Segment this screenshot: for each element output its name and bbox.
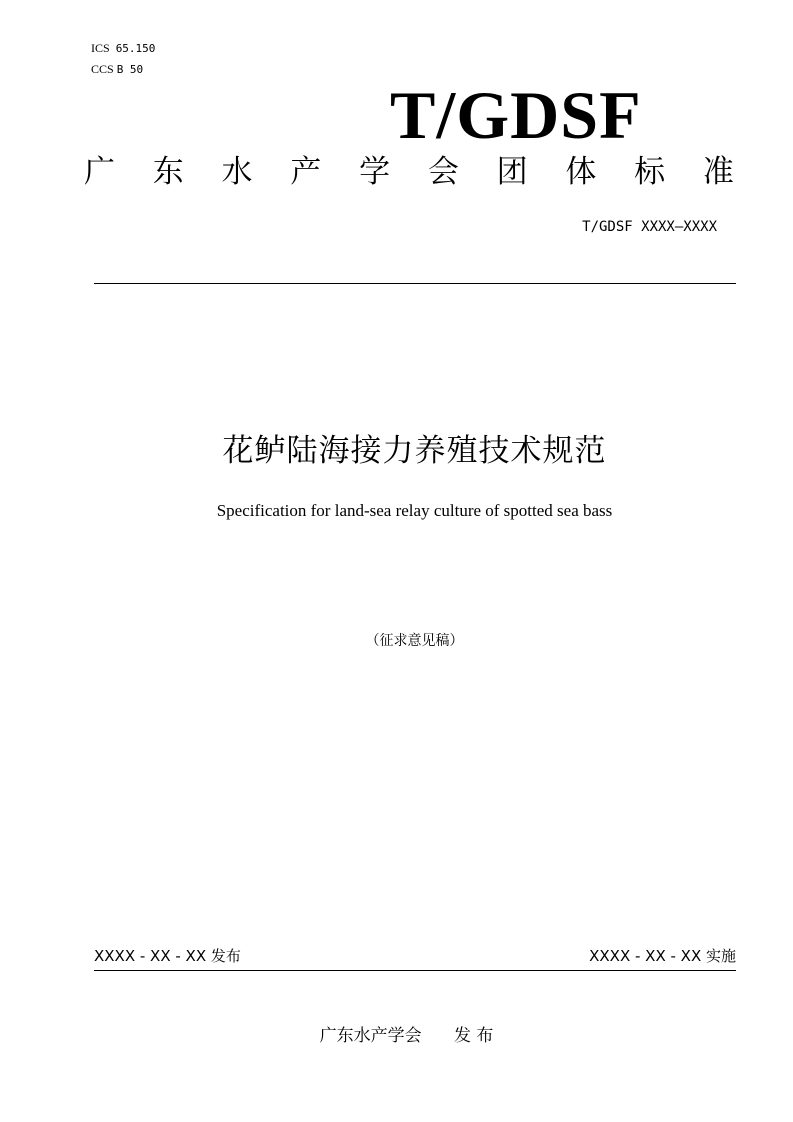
ccs-value: B 50: [116, 63, 144, 76]
standard-number: T/GDSF XXXX—XXXX: [582, 219, 717, 235]
standard-logo: T/GDSF: [390, 77, 642, 153]
document-title-cn: 花鲈陆海接力养殖技术规范: [222, 433, 607, 469]
org-title-char: 产: [290, 154, 322, 190]
ics-code: [91, 38, 155, 59]
org-title-char: 团: [496, 154, 528, 190]
org-title-char: 东: [152, 154, 184, 190]
ics-value: 65.150: [115, 42, 156, 55]
org-title-char: 广: [84, 154, 115, 190]
org-title-char: 标: [634, 154, 666, 190]
issuer-line: [0, 1023, 793, 1049]
ics-label: ICS: [91, 41, 110, 55]
org-standard-title: [84, 148, 734, 196]
header-divider: [94, 283, 736, 284]
issuer-name: 广东水产学会: [319, 1026, 422, 1046]
classification-codes: [91, 38, 155, 80]
footer-divider: [94, 970, 736, 971]
ccs-label: CCS: [91, 62, 114, 76]
document-title-en: Specification for land-sea relay culture of spotted sea bass: [216, 501, 613, 520]
issue-word: 发 布: [454, 1026, 494, 1046]
ccs-code: [91, 59, 155, 80]
org-title-char: 体: [565, 154, 597, 190]
release-date: XXXX - XX - XX 发布: [94, 947, 241, 965]
org-title-char: 准: [702, 154, 734, 190]
org-title-char: 会: [427, 154, 459, 190]
org-title-char: 学: [359, 154, 391, 190]
implementation-date: XXXX - XX - XX 实施: [589, 947, 736, 965]
org-title-char: 水: [221, 154, 253, 190]
draft-status: （征求意见稿）: [365, 633, 464, 649]
